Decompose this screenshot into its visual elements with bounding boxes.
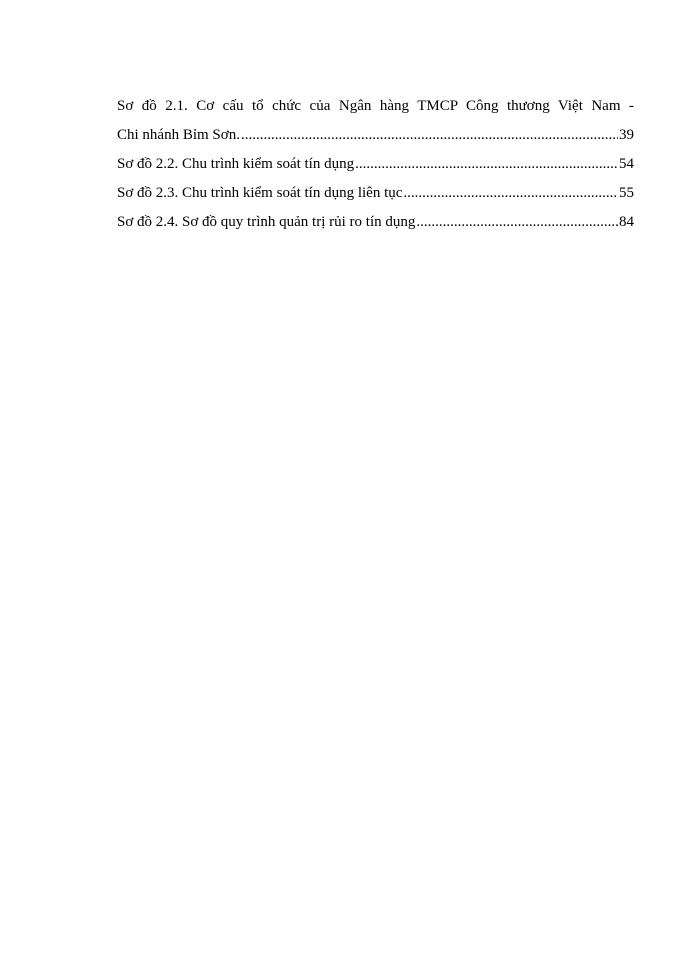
table-of-figures xyxy=(117,92,634,237)
toc-entry-line2 xyxy=(117,121,634,150)
toc-entry-2-4 xyxy=(117,208,634,237)
toc-entry-page-number: 54 xyxy=(619,156,634,172)
toc-entry-line xyxy=(117,208,634,237)
toc-entry-title-line1: Sơ đồ 2.1. Cơ cấu tổ chức của Ngân hàng TMCP Công thương Việt Nam - xyxy=(117,98,634,114)
toc-entry-page-number: 84 xyxy=(619,214,634,230)
toc-entry-page-number: 39 xyxy=(619,127,634,143)
toc-entry-line xyxy=(117,179,634,208)
dot-leader xyxy=(416,208,618,237)
toc-entry-2-2 xyxy=(117,150,634,179)
dot-leader xyxy=(355,150,618,179)
dot-leader xyxy=(241,121,618,150)
toc-entry-line xyxy=(117,150,634,179)
toc-entry-2-3 xyxy=(117,179,634,208)
toc-entry-title: Sơ đồ 2.4. Sơ đồ quy trình quản trị rủi ro tín dụng xyxy=(117,214,416,230)
dot-leader xyxy=(403,179,618,208)
toc-entry-title: Sơ đồ 2.3. Chu trình kiểm soát tín dụng liên tục xyxy=(117,185,403,201)
toc-entry-page-number: 55 xyxy=(619,185,634,201)
toc-entry-title: Chi nhánh Bỉm Sơn. xyxy=(117,127,240,143)
toc-entry-2-1 xyxy=(117,92,634,150)
toc-entry-title: Sơ đồ 2.2. Chu trình kiểm soát tín dụng xyxy=(117,156,355,172)
